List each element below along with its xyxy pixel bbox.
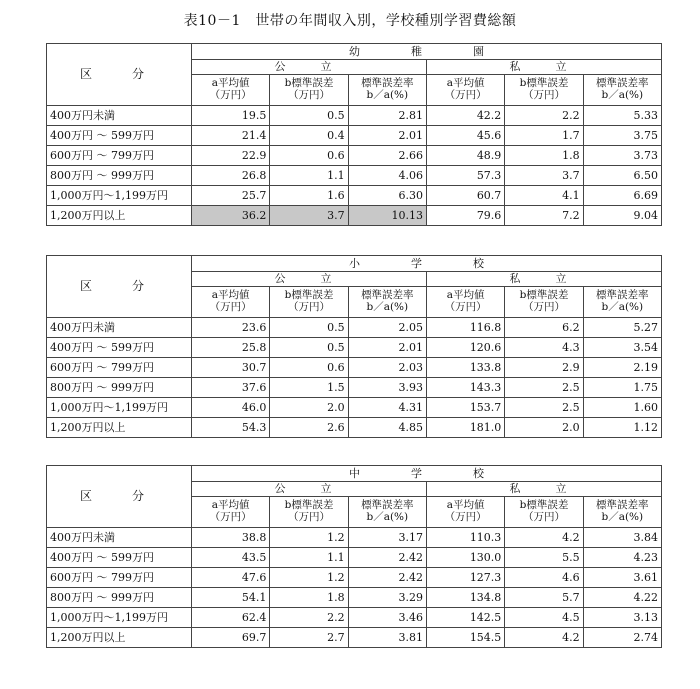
stat-header-line2: （万円）: [287, 511, 330, 523]
value-cell: 153.7: [426, 398, 504, 418]
value-cell: 54.3: [192, 418, 270, 438]
stat-header-line2: b／a(%): [366, 301, 409, 313]
value-cell: 79.6: [426, 206, 504, 226]
stat-header-line1: b標準誤差: [284, 499, 334, 512]
school-level-header: 小 学 校: [192, 256, 662, 272]
table-row: [47, 528, 662, 548]
value-cell: 2.66: [348, 146, 426, 166]
value-cell: 133.8: [426, 358, 504, 378]
stat-column-header: [348, 287, 426, 318]
table-row: [47, 548, 662, 568]
stat-column-header: [270, 497, 348, 528]
value-cell: 1.6: [270, 186, 348, 206]
value-cell: 25.7: [192, 186, 270, 206]
stat-header-line1: b標準誤差: [284, 77, 334, 90]
value-cell: 45.6: [426, 126, 504, 146]
stat-column-header: [583, 75, 661, 106]
value-cell: 3.17: [348, 528, 426, 548]
value-cell: 2.05: [348, 318, 426, 338]
stat-column-header: [505, 287, 583, 318]
stat-header-line2: （万円）: [209, 301, 252, 313]
value-cell: 3.46: [348, 608, 426, 628]
value-cell: 116.8: [426, 318, 504, 338]
value-cell: 6.69: [583, 186, 661, 206]
income-bracket-label: 600万円 ～ 799万円: [47, 358, 192, 378]
value-cell: 4.6: [505, 568, 583, 588]
stat-header-line1: b標準誤差: [519, 77, 569, 90]
value-cell: 120.6: [426, 338, 504, 358]
stat-header-line1: 標準誤差率: [596, 77, 649, 90]
value-cell: 3.7: [270, 206, 348, 226]
value-cell: 23.6: [192, 318, 270, 338]
table-row: [47, 206, 662, 226]
private-header: 私 立: [426, 60, 661, 75]
value-cell: 21.4: [192, 126, 270, 146]
stat-header-line2: （万円）: [209, 511, 252, 523]
value-cell: 19.5: [192, 106, 270, 126]
kubun-header: 区 分: [47, 44, 192, 106]
value-cell: 0.5: [270, 318, 348, 338]
stat-column-header: [192, 75, 270, 106]
income-bracket-label: 400万円 ～ 599万円: [47, 126, 192, 146]
stat-header-line2: b／a(%): [601, 301, 644, 313]
stat-header-line2: （万円）: [444, 89, 487, 101]
value-cell: 6.2: [505, 318, 583, 338]
value-cell: 4.3: [505, 338, 583, 358]
value-cell: 2.0: [270, 398, 348, 418]
stat-column-header: [426, 287, 504, 318]
value-cell: 2.5: [505, 378, 583, 398]
table-row: [47, 628, 662, 648]
value-cell: 6.30: [348, 186, 426, 206]
stat-header-line1: b標準誤差: [519, 289, 569, 302]
stat-header-line2: b／a(%): [601, 511, 644, 523]
stat-header-line2: b／a(%): [366, 89, 409, 101]
stat-column-header: [505, 75, 583, 106]
value-cell: 2.01: [348, 338, 426, 358]
stat-header-line2: （万円）: [287, 301, 330, 313]
value-cell: 10.13: [348, 206, 426, 226]
value-cell: 9.04: [583, 206, 661, 226]
income-bracket-label: 1,200万円以上: [47, 206, 192, 226]
value-cell: 1.1: [270, 166, 348, 186]
stat-header-line2: （万円）: [444, 301, 487, 313]
income-bracket-label: 800万円 ～ 999万円: [47, 588, 192, 608]
income-bracket-label: 600万円 ～ 799万円: [47, 568, 192, 588]
stat-header-line1: b標準誤差: [284, 289, 334, 302]
value-cell: 1.2: [270, 528, 348, 548]
school-level-header: 中 学 校: [192, 466, 662, 482]
value-cell: 0.6: [270, 358, 348, 378]
stat-header-line2: （万円）: [287, 89, 330, 101]
value-cell: 1.75: [583, 378, 661, 398]
stat-header-line2: （万円）: [522, 511, 565, 523]
value-cell: 130.0: [426, 548, 504, 568]
value-cell: 3.84: [583, 528, 661, 548]
private-header: 私 立: [426, 482, 661, 497]
income-bracket-label: 400万円未満: [47, 528, 192, 548]
stat-header-line1: 標準誤差率: [361, 499, 414, 512]
table-row: [47, 166, 662, 186]
stat-column-header: [583, 287, 661, 318]
stat-header-line1: a平均値: [211, 289, 250, 302]
income-bracket-label: 400万円 ～ 599万円: [47, 548, 192, 568]
value-cell: 43.5: [192, 548, 270, 568]
value-cell: 134.8: [426, 588, 504, 608]
table-row: [47, 186, 662, 206]
table-row: [47, 588, 662, 608]
table-row: [47, 338, 662, 358]
value-cell: 2.0: [505, 418, 583, 438]
stat-column-header: [270, 75, 348, 106]
value-cell: 142.5: [426, 608, 504, 628]
value-cell: 0.6: [270, 146, 348, 166]
value-cell: 2.5: [505, 398, 583, 418]
value-cell: 6.50: [583, 166, 661, 186]
value-cell: 3.54: [583, 338, 661, 358]
stat-header-line1: a平均値: [446, 289, 485, 302]
value-cell: 1.12: [583, 418, 661, 438]
income-bracket-label: 400万円未満: [47, 318, 192, 338]
stat-header-line2: （万円）: [444, 511, 487, 523]
income-bracket-label: 400万円未満: [47, 106, 192, 126]
value-cell: 181.0: [426, 418, 504, 438]
income-bracket-label: 1,000万円～1,199万円: [47, 398, 192, 418]
income-bracket-label: 600万円 ～ 799万円: [47, 146, 192, 166]
private-header: 私 立: [426, 272, 661, 287]
value-cell: 0.5: [270, 338, 348, 358]
value-cell: 2.9: [505, 358, 583, 378]
value-cell: 2.42: [348, 568, 426, 588]
public-header: 公 立: [192, 272, 427, 287]
stat-header-line1: a平均値: [211, 77, 250, 90]
value-cell: 30.7: [192, 358, 270, 378]
value-cell: 3.7: [505, 166, 583, 186]
value-cell: 4.06: [348, 166, 426, 186]
stat-header-line1: a平均値: [446, 77, 485, 90]
stat-header-line1: 標準誤差率: [361, 77, 414, 90]
value-cell: 60.7: [426, 186, 504, 206]
value-cell: 3.61: [583, 568, 661, 588]
income-bracket-label: 1,200万円以上: [47, 418, 192, 438]
income-bracket-label: 1,000万円～1,199万円: [47, 186, 192, 206]
page-title: 表10－1 世帯の年間収入別，学校種別学習費総額: [183, 13, 517, 29]
income-bracket-label: 1,000万円～1,199万円: [47, 608, 192, 628]
value-cell: 2.03: [348, 358, 426, 378]
stat-header-line1: b標準誤差: [519, 499, 569, 512]
stat-header-line2: （万円）: [209, 89, 252, 101]
kubun-header: 区 分: [47, 256, 192, 318]
value-cell: 143.3: [426, 378, 504, 398]
value-cell: 2.19: [583, 358, 661, 378]
value-cell: 22.9: [192, 146, 270, 166]
stat-header-line2: b／a(%): [601, 89, 644, 101]
stat-column-header: [426, 75, 504, 106]
stat-column-header: [348, 497, 426, 528]
stat-header-line1: 標準誤差率: [361, 289, 414, 302]
value-cell: 62.4: [192, 608, 270, 628]
value-cell: 5.33: [583, 106, 661, 126]
income-bracket-label: 800万円 ～ 999万円: [47, 166, 192, 186]
value-cell: 2.74: [583, 628, 661, 648]
table-row: [47, 358, 662, 378]
value-cell: 54.1: [192, 588, 270, 608]
value-cell: 38.8: [192, 528, 270, 548]
value-cell: 36.2: [192, 206, 270, 226]
value-cell: 42.2: [426, 106, 504, 126]
value-cell: 46.0: [192, 398, 270, 418]
value-cell: 69.7: [192, 628, 270, 648]
value-cell: 25.8: [192, 338, 270, 358]
value-cell: 37.6: [192, 378, 270, 398]
stat-column-header: [426, 497, 504, 528]
value-cell: 4.1: [505, 186, 583, 206]
value-cell: 3.73: [583, 146, 661, 166]
value-cell: 4.2: [505, 528, 583, 548]
stat-header-line1: 標準誤差率: [596, 289, 649, 302]
stat-column-header: [192, 497, 270, 528]
value-cell: 4.23: [583, 548, 661, 568]
table-row: [47, 568, 662, 588]
value-cell: 5.7: [505, 588, 583, 608]
stat-column-header: [348, 75, 426, 106]
income-bracket-label: 400万円 ～ 599万円: [47, 338, 192, 358]
value-cell: 3.29: [348, 588, 426, 608]
value-cell: 110.3: [426, 528, 504, 548]
value-cell: 26.8: [192, 166, 270, 186]
value-cell: 4.22: [583, 588, 661, 608]
value-cell: 127.3: [426, 568, 504, 588]
stat-column-header: [505, 497, 583, 528]
value-cell: 2.2: [270, 608, 348, 628]
stat-column-header: [583, 497, 661, 528]
value-cell: 5.5: [505, 548, 583, 568]
value-cell: 1.8: [270, 588, 348, 608]
table-row: [47, 126, 662, 146]
income-table: [46, 43, 662, 226]
stat-column-header: [270, 287, 348, 318]
value-cell: 4.2: [505, 628, 583, 648]
stat-header-line1: a平均値: [211, 499, 250, 512]
value-cell: 2.01: [348, 126, 426, 146]
table-row: [47, 418, 662, 438]
stat-column-header: [192, 287, 270, 318]
value-cell: 47.6: [192, 568, 270, 588]
value-cell: 2.42: [348, 548, 426, 568]
value-cell: 2.7: [270, 628, 348, 648]
value-cell: 0.5: [270, 106, 348, 126]
table-row: [47, 106, 662, 126]
table-row: [47, 378, 662, 398]
stat-header-line2: （万円）: [522, 301, 565, 313]
value-cell: 48.9: [426, 146, 504, 166]
value-cell: 2.6: [270, 418, 348, 438]
table-row: [47, 146, 662, 166]
income-table: [46, 255, 662, 438]
school-level-header: 幼 稚 園: [192, 44, 662, 60]
value-cell: 1.5: [270, 378, 348, 398]
value-cell: 0.4: [270, 126, 348, 146]
value-cell: 3.75: [583, 126, 661, 146]
table-row: [47, 398, 662, 418]
value-cell: 7.2: [505, 206, 583, 226]
value-cell: 1.7: [505, 126, 583, 146]
stat-header-line2: （万円）: [522, 89, 565, 101]
value-cell: 4.5: [505, 608, 583, 628]
income-bracket-label: 800万円 ～ 999万円: [47, 378, 192, 398]
income-table: [46, 465, 662, 648]
value-cell: 154.5: [426, 628, 504, 648]
value-cell: 4.85: [348, 418, 426, 438]
value-cell: 1.2: [270, 568, 348, 588]
table-row: [47, 608, 662, 628]
value-cell: 2.81: [348, 106, 426, 126]
value-cell: 3.93: [348, 378, 426, 398]
stat-header-line1: a平均値: [446, 499, 485, 512]
value-cell: 1.8: [505, 146, 583, 166]
public-header: 公 立: [192, 482, 427, 497]
value-cell: 4.31: [348, 398, 426, 418]
stat-header-line1: 標準誤差率: [596, 499, 649, 512]
value-cell: 3.13: [583, 608, 661, 628]
value-cell: 1.60: [583, 398, 661, 418]
income-bracket-label: 1,200万円以上: [47, 628, 192, 648]
kubun-header: 区 分: [47, 466, 192, 528]
value-cell: 3.81: [348, 628, 426, 648]
stat-header-line2: b／a(%): [366, 511, 409, 523]
table-row: [47, 318, 662, 338]
value-cell: 1.1: [270, 548, 348, 568]
value-cell: 5.27: [583, 318, 661, 338]
value-cell: 57.3: [426, 166, 504, 186]
public-header: 公 立: [192, 60, 427, 75]
value-cell: 2.2: [505, 106, 583, 126]
